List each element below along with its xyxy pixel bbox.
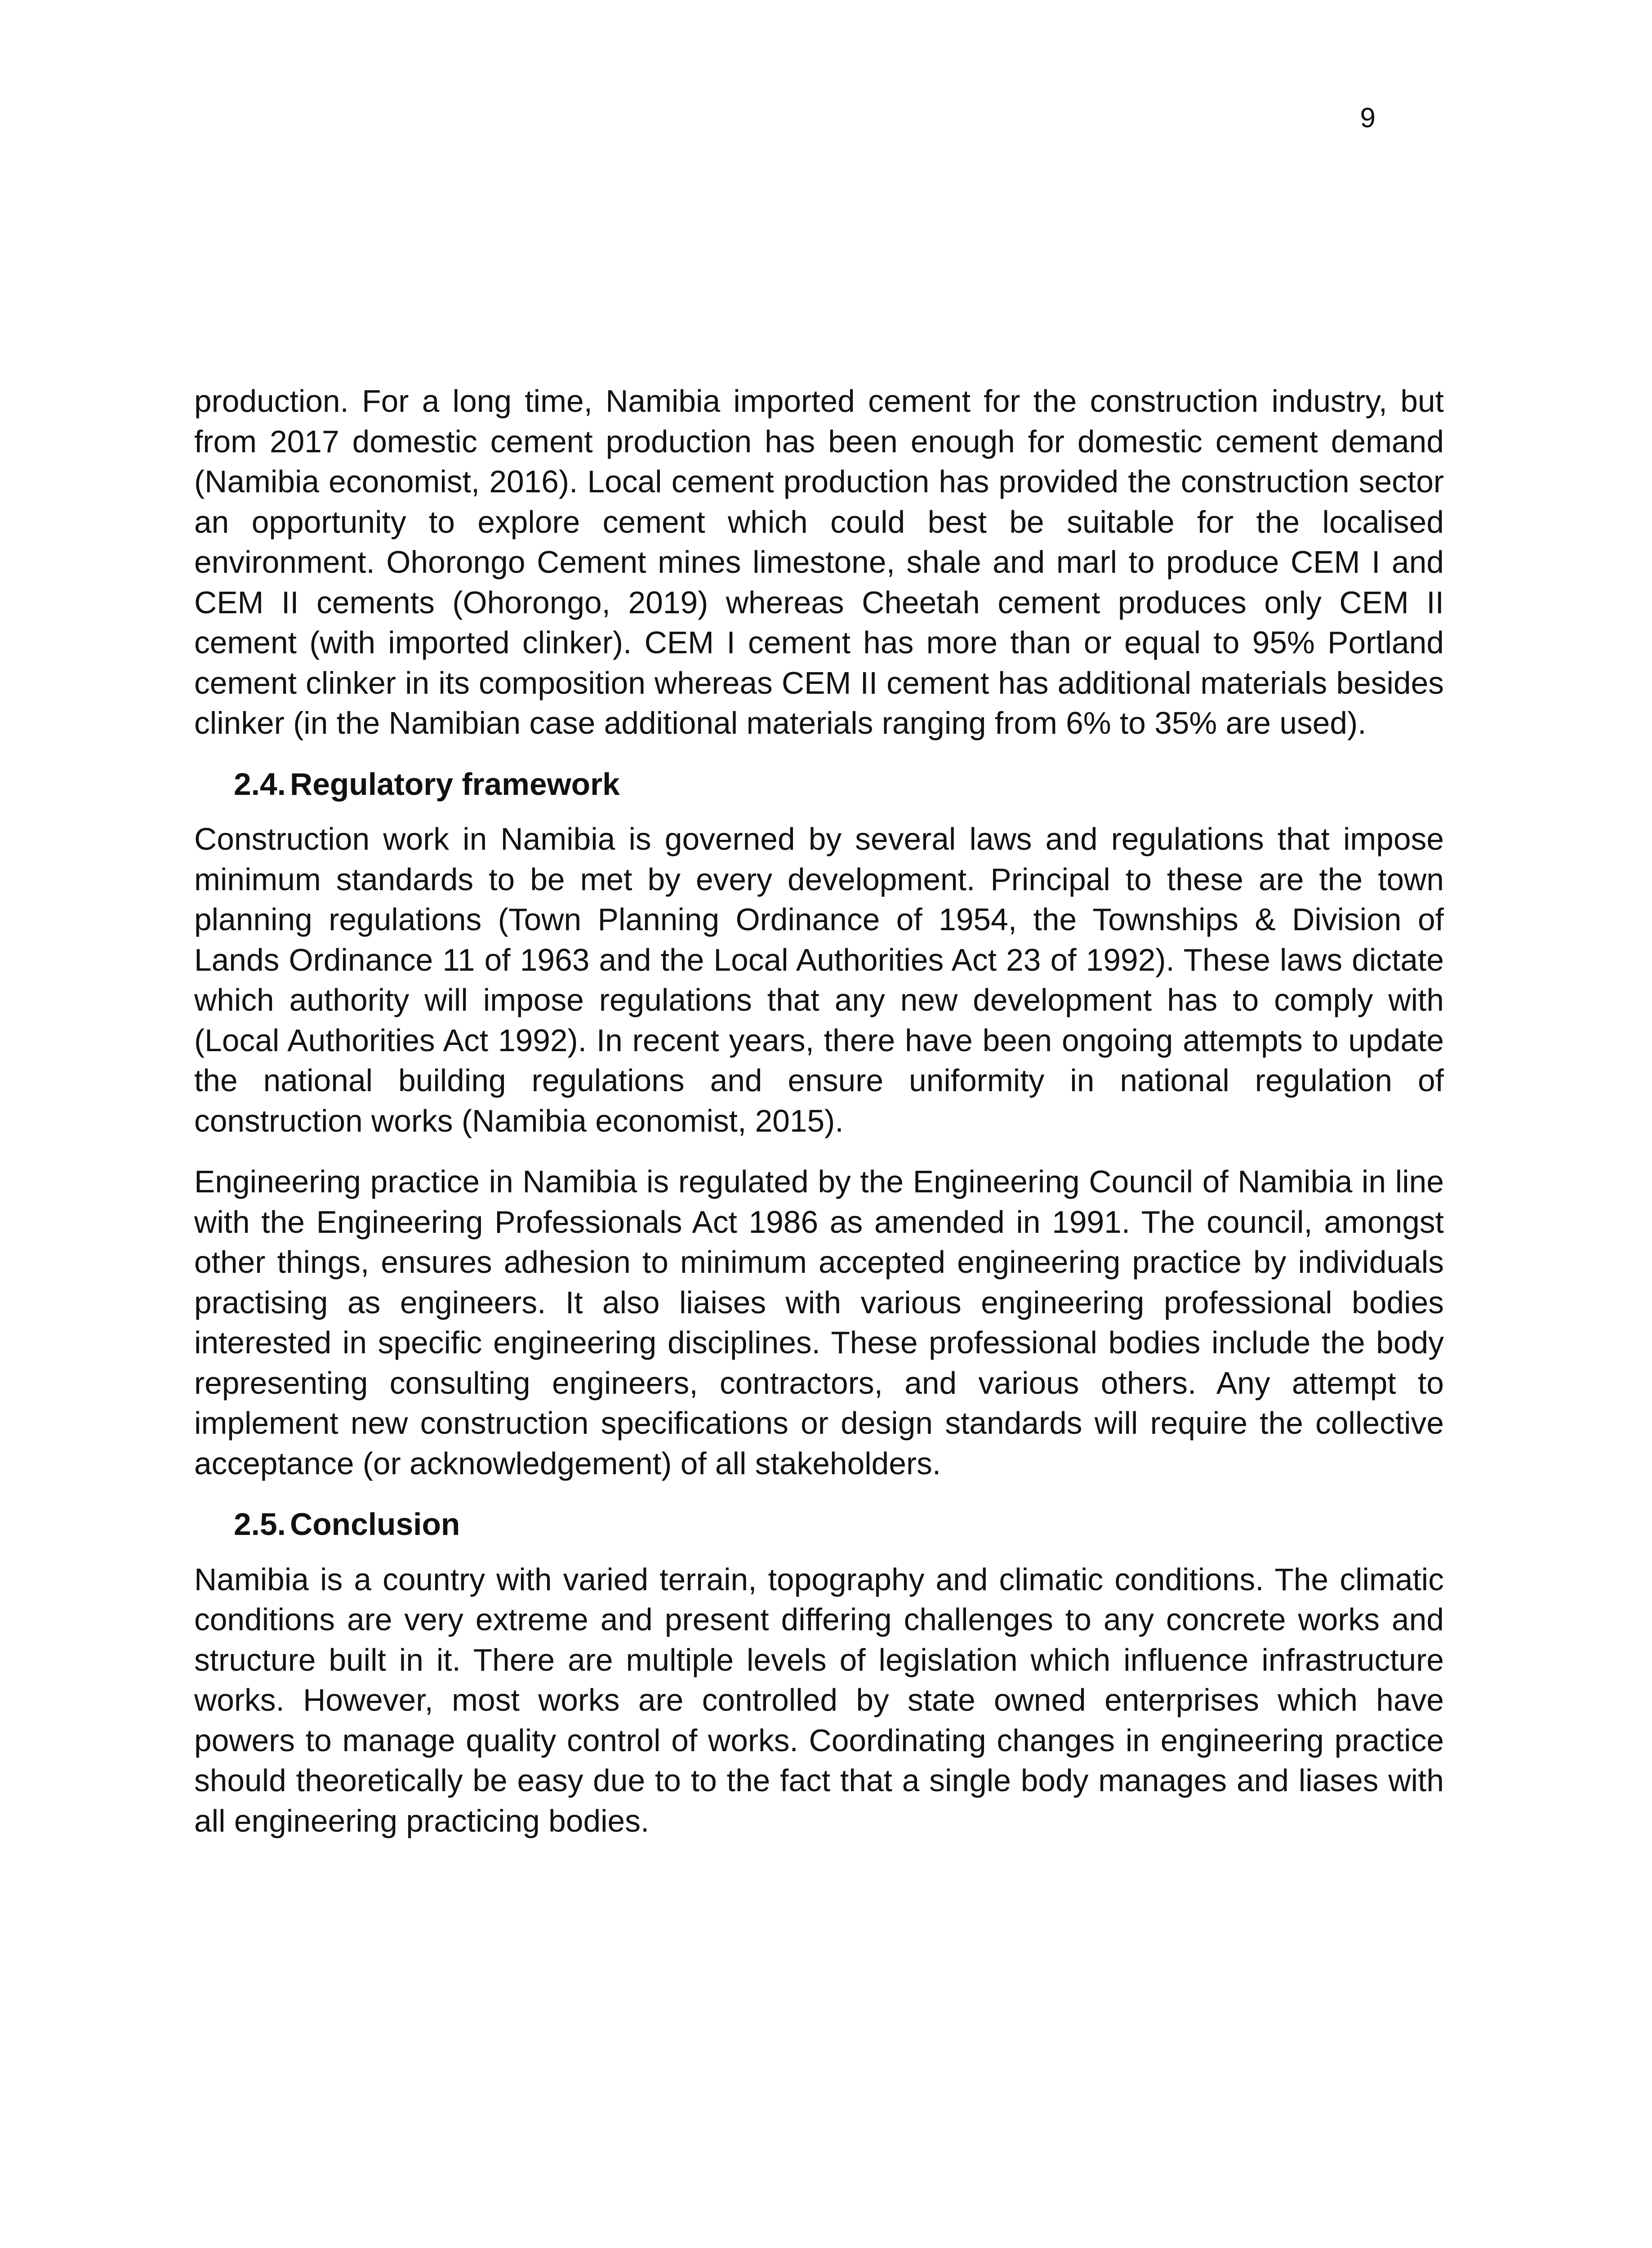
paragraph-cement-production: production. For a long time, Namibia imported cement for the construction industry, but from 2017 domestic cement production has been enough for domestic cement demand (Namibia economist, 2016). Local cement production has provided the construction sector an opportunity to explore cement which could best be suitable for the localised environment. Ohorongo Cement mines limestone, shale and marl to produce CEM I and CEM II cements (Ohorongo, 2019) whereas Cheetah cement produces only CEM II cement (with imported clinker). CEM I cement has more than or equal to 95% Portland cement clinker in its composition whereas CEM II cement has additional materials besides clinker (in the Namibian case additional materials ranging from 6% to 35% are used). — [194, 384, 1444, 740]
section-heading-conclusion — [194, 1504, 1444, 1545]
page-number: 9 — [1360, 103, 1376, 134]
section-title: Conclusion — [290, 1507, 460, 1542]
paragraph-construction-laws: Construction work in Namibia is governed by several laws and regulations that impose minimum standards to be met by every development. Principal to these are the town planning regulations (Town Planning Ordinance of 1954, the Townships & Division of Lands Ordinance 11 of 1963 and the Local Authorities Act 23 of 1992). These laws dictate which authority will impose regulations that any new development has to comply with (Local Authorities Act 1992). In recent years, there have been ongoing attempts to update the national building regulations and ensure uniformity in national regulation of construction works (Namibia economist, 2015). — [194, 821, 1444, 1138]
paragraph-conclusion: Namibia is a country with varied terrain, topography and climatic conditions. The climatic conditions are very extreme and present differing challenges to any concrete works and structure built in it. There are multiple levels of legislation which influence infrastructure works. However, most works are controlled by state owned enterprises which have powers to manage quality control of works. Coordinating changes in engineering practice should theoretically be easy due to to the fact that a single body manages and liases with all engineering practicing bodies. — [194, 1561, 1444, 1838]
section-number: 2.4. — [234, 766, 286, 802]
section-title: Regulatory framework — [290, 766, 620, 802]
body-text — [194, 381, 1444, 1841]
paragraph-engineering-practice: Engineering practice in Namibia is regulated by the Engineering Council of Namibia in line with the Engineering Professionals Act 1986 as amended in 1991. The council, amongst other things, ensures adhesion to minimum accepted engineering practice by individuals practising as engineers. It also liaises with various engineering professional bodies interested in specific engineering disciplines. These professional bodies include the body representing consulting engineers, contractors, and various others. Any attempt to implement new construction specifications or design standards will require the collective acceptance (or acknowledgement) of all stakeholders. — [194, 1164, 1444, 1481]
section-heading-regulatory-framework — [194, 764, 1444, 805]
section-number: 2.5. — [234, 1507, 286, 1542]
